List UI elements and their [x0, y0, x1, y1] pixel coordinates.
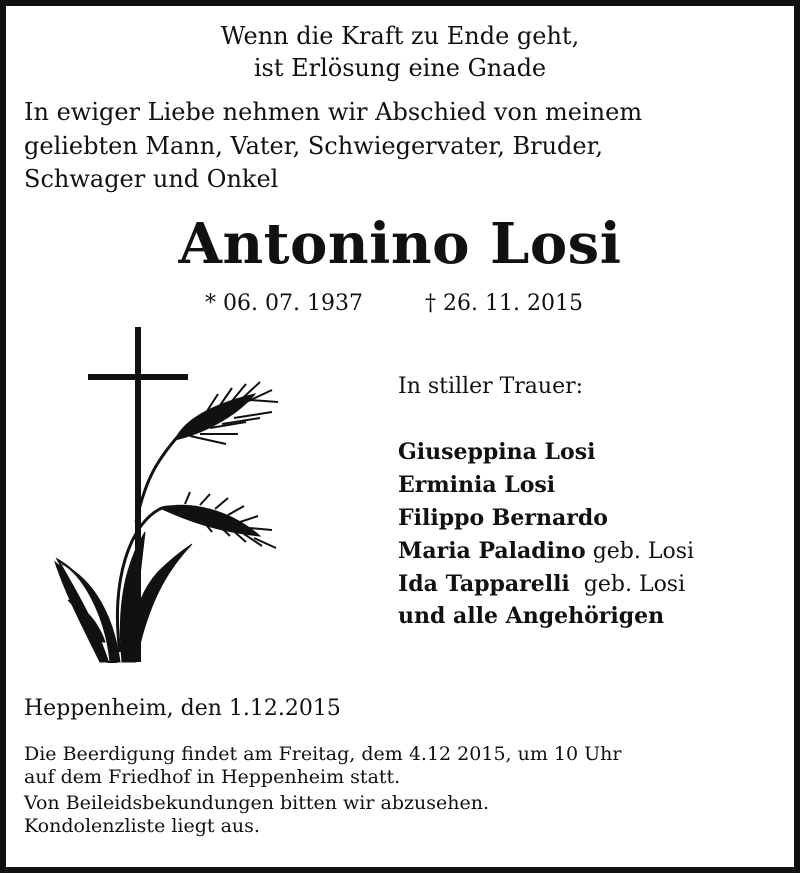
deceased-name: Antonino Losi	[178, 211, 622, 277]
mourner-name: Ida Tapparelli	[398, 571, 570, 597]
footer-line-2: auf dem Friedhof in Heppenheim statt.	[24, 766, 401, 788]
mourner-name: und alle Angehörigen	[398, 603, 665, 629]
mourner-entry	[398, 469, 555, 502]
motto-line-2: ist Erlösung eine Gnade	[253, 54, 547, 82]
death-date: † 26. 11. 2015	[425, 291, 583, 316]
mourner-name: Erminia Losi	[398, 472, 556, 498]
mourner-name: Maria Paladino	[398, 538, 586, 564]
motto-line-1: Wenn die Kraft zu Ende geht,	[220, 22, 580, 50]
mourner-maiden-name: geb. Losi	[585, 539, 695, 564]
intro-line-1: In ewiger Liebe nehmen wir Abschied von meinem	[24, 98, 643, 126]
mourner-entry	[398, 502, 608, 535]
mourner-maiden-name: geb. Losi	[569, 572, 686, 597]
mourner-name: Giuseppina Losi	[398, 439, 596, 465]
mourner-name: Filippo Bernardo	[398, 505, 608, 531]
mourner-entry	[398, 568, 685, 601]
footer-line-3: Von Beileidsbekundungen bitten wir abzusehen.	[24, 792, 489, 814]
footer-line-4: Kondolenzliste liegt aus.	[24, 815, 260, 837]
mourners-heading: In stiller Trauer:	[398, 374, 584, 399]
intro-line-3: Schwager und Onkel	[24, 165, 279, 193]
cross-with-wheat-icon	[50, 322, 290, 667]
mourner-entry	[398, 535, 694, 568]
mourner-entry	[398, 600, 664, 633]
intro-line-2: geliebten Mann, Vater, Schwiegervater, Bruder,	[24, 132, 604, 160]
place-and-date: Heppenheim, den 1.12.2015	[24, 696, 341, 721]
mourner-entry	[398, 436, 595, 469]
birth-date: * 06. 07. 1937	[205, 291, 363, 316]
footer-line-1: Die Beerdigung findet am Freitag, dem 4.12 2015, um 10 Uhr	[24, 743, 622, 765]
